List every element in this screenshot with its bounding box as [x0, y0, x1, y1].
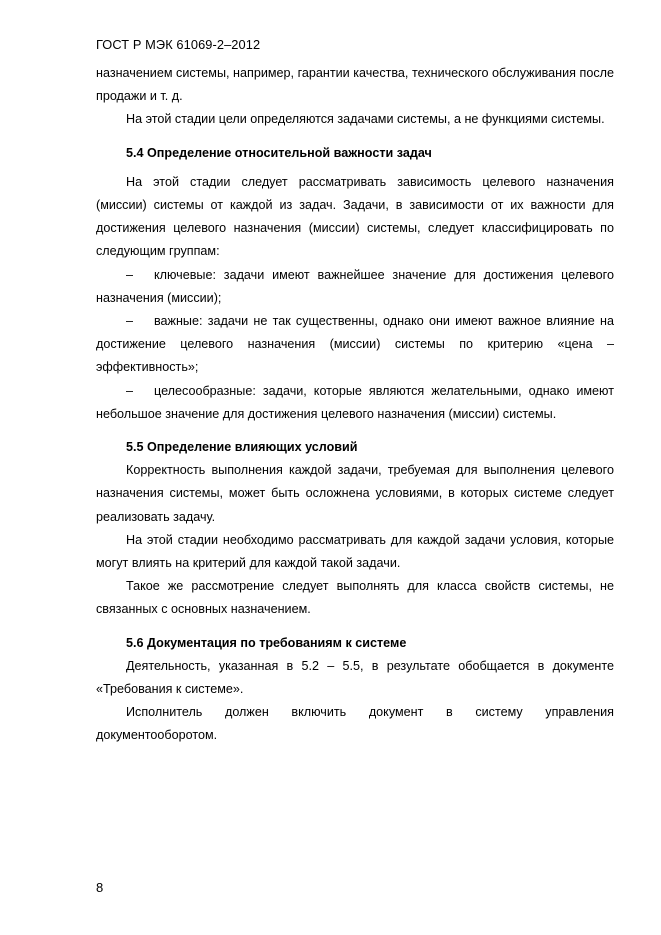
paragraph-5-5-correctness: Корректность выполнения каждой задачи, требуемая для выполнения целевого назначения системы, может быть осложнена условиями, в которых системе следует реализовать задачу. [96, 463, 614, 524]
list-item-expedient [96, 380, 614, 426]
section-heading-5-4: 5.4 Определение относительной важности задач [126, 145, 432, 160]
document-code-header: ГОСТ Р МЭК 61069-2–2012 [96, 37, 261, 52]
paragraph-5-5-conditions: На этой стадии необходимо рассматривать для каждой задачи условия, которые могут влиять на критерий для каждой такой задачи. [96, 532, 614, 571]
list-item-text: целесообразные: задачи, которые являются желательными, однако имеют небольшое значение для достижения целевого назначения (миссии) системы. [96, 383, 614, 421]
section-heading-5-6: 5.6 Документация по требованиям к системе [126, 635, 407, 650]
paragraph-5-6-contractor: Исполнитель должен включить документ в систему управления документооборотом. [96, 705, 614, 743]
list-dash: – [126, 383, 134, 398]
list-dash: – [126, 267, 134, 282]
paragraph-continued: назначением системы, например, гарантии качества, технического обслуживания после продажи и т. д. [96, 66, 614, 104]
list-item-text: важные: задачи не так существенны, однако они имеют важное влияние на достижение целевого назначения (миссии) системы по критерию «цена – эффективность»; [96, 314, 614, 375]
list-dash: – [126, 314, 134, 329]
paragraph-5-5-properties: Такое же рассмотрение следует выполнять для класса свойств системы, не связанных с основных назначением. [96, 579, 614, 617]
list-item-key [96, 264, 614, 310]
list-item-important [96, 310, 614, 380]
paragraph-5-4-intro: На этой стадии следует рассматривать зависимость целевого назначения (миссии) системы от каждой из задач. Задачи, в зависимости от их важности для достижения целевого назначения (миссии) системы, следует классифицировать по следующим группам: [96, 174, 614, 259]
document-body [96, 62, 614, 748]
page-number: 8 [96, 880, 104, 895]
section-heading-5-5: 5.5 Определение влияющих условий [126, 440, 358, 455]
list-item-text: ключевые: задачи имеют важнейшее значение для достижения целевого назначения (миссии); [96, 267, 614, 305]
paragraph-5-6-activity: Деятельность, указанная в 5.2 – 5.5, в результате обобщается в документе «Требования к системе». [96, 658, 614, 697]
paragraph-goals: На этой стадии цели определяются задачами системы, а не функциями системы. [126, 112, 605, 127]
